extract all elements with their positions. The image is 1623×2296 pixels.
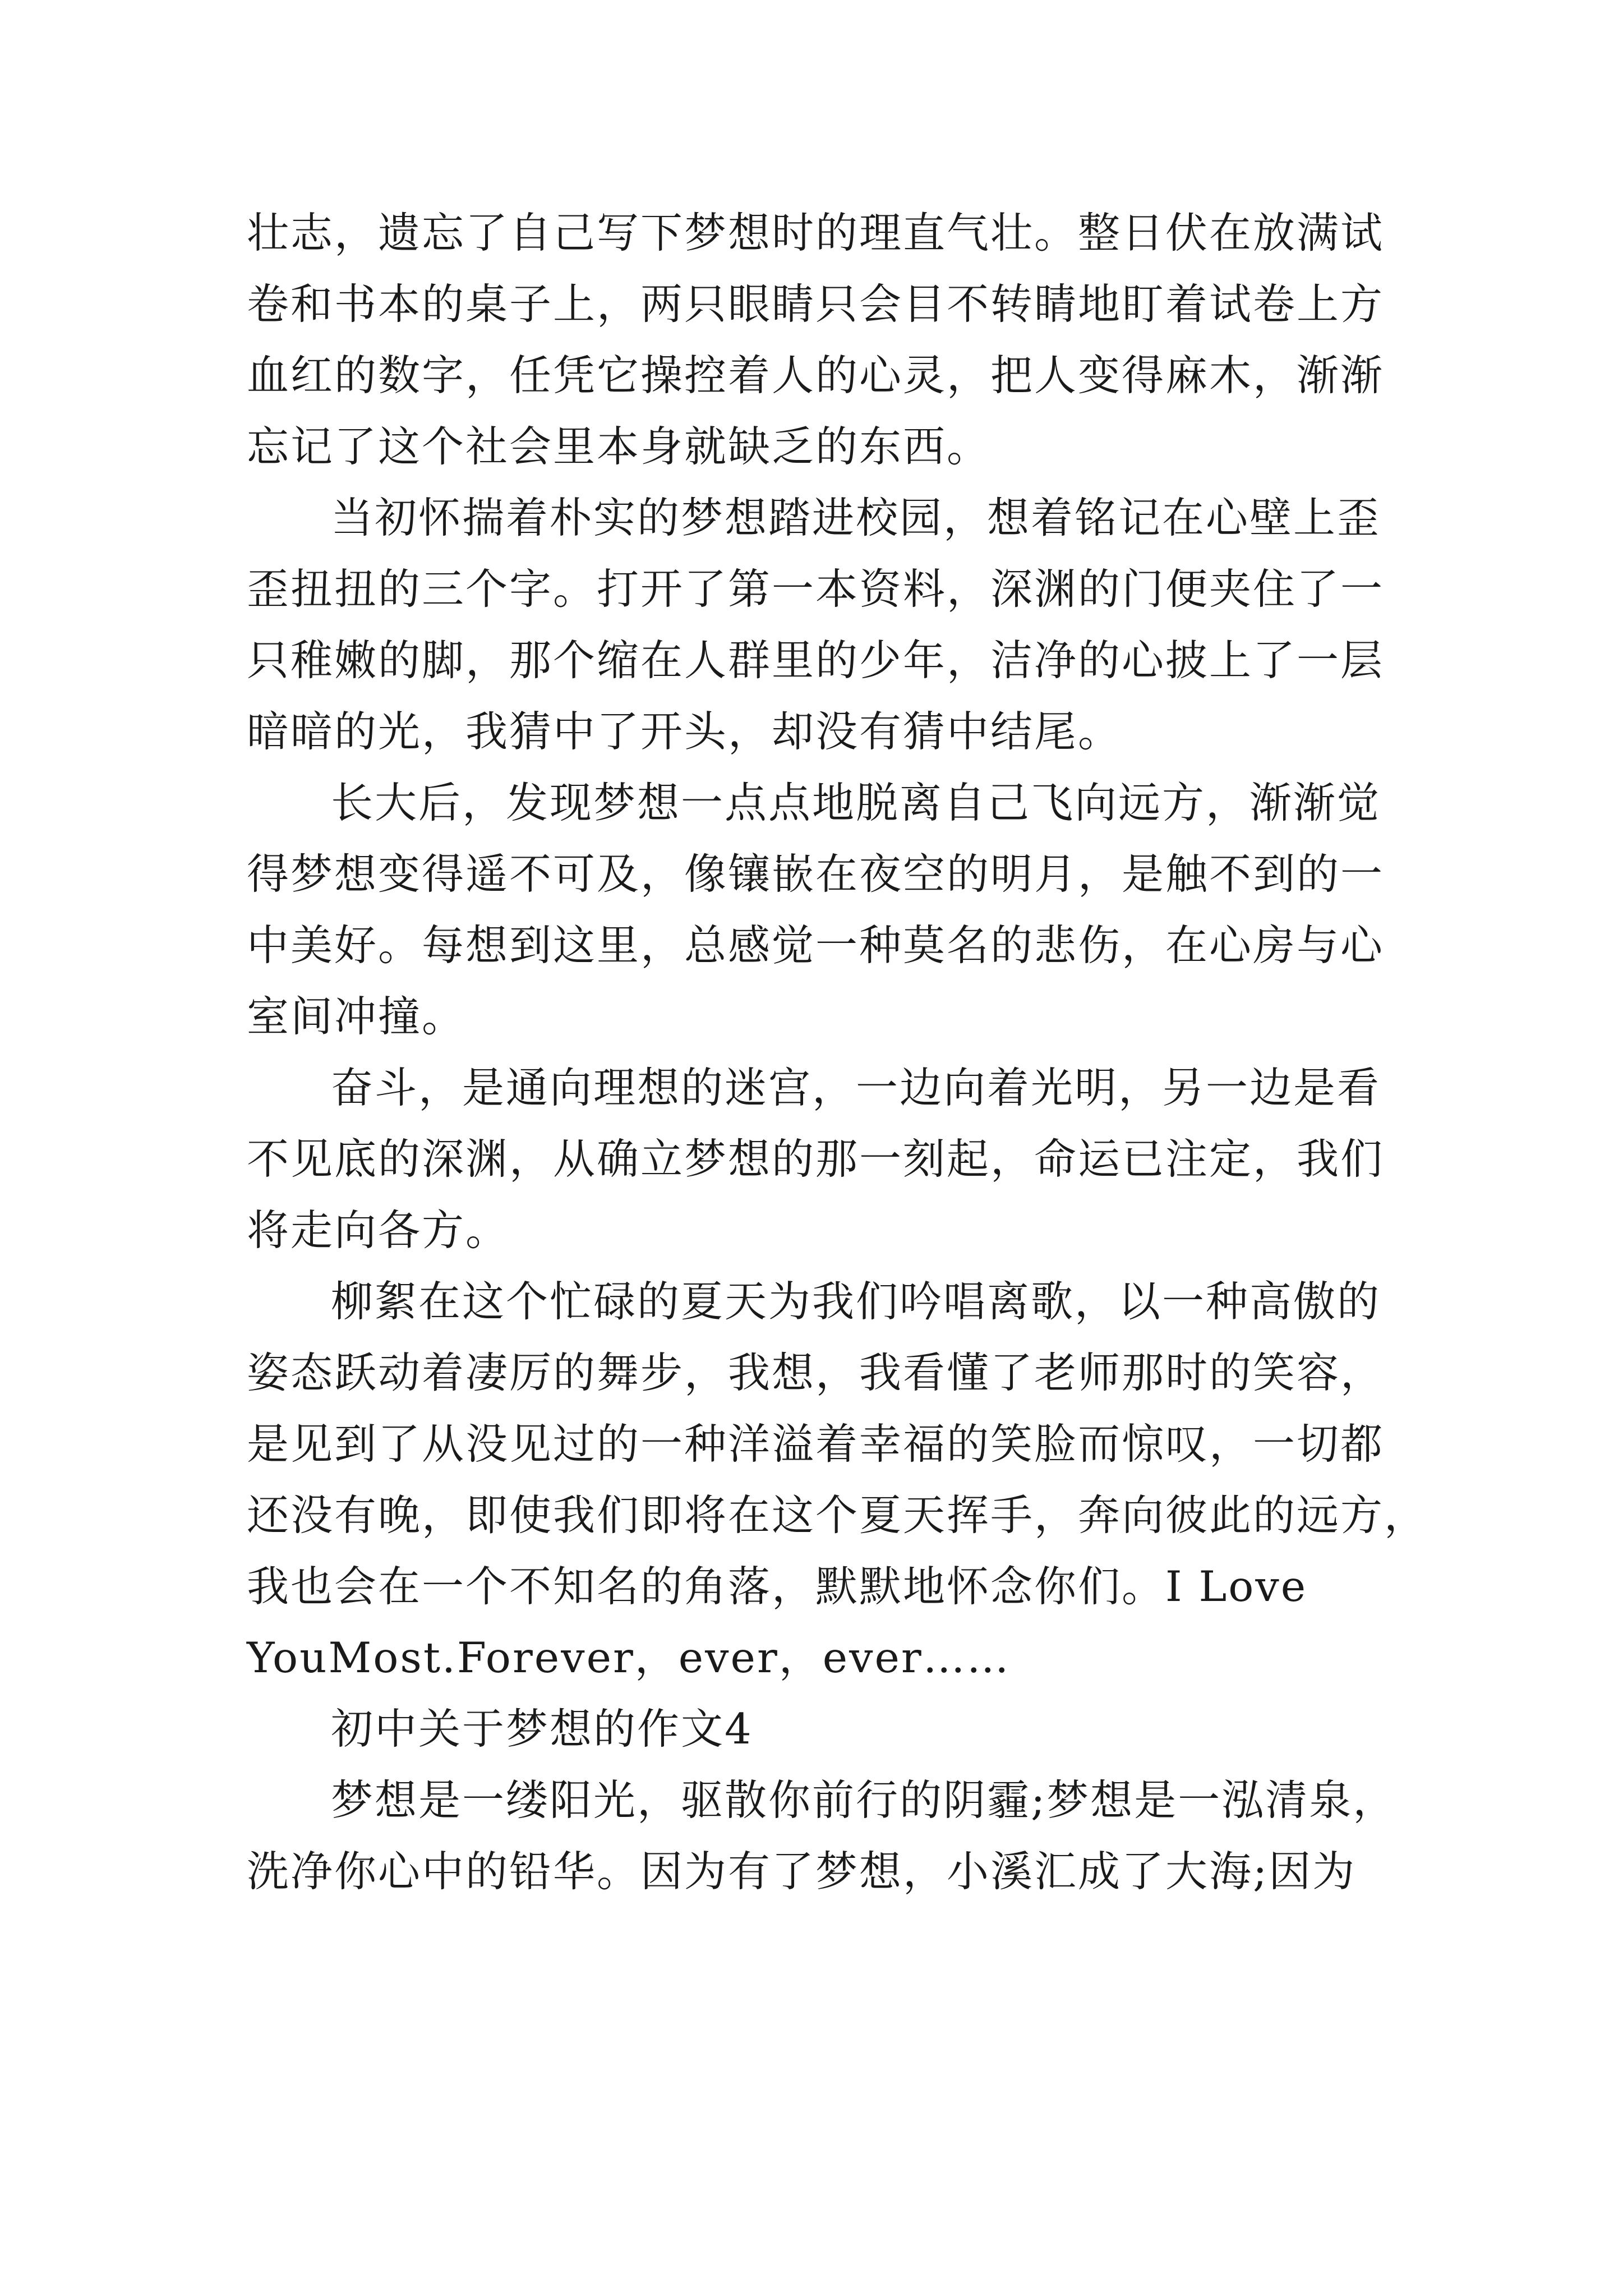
- text-line: 卷和书本的桌子上，两只眼睛只会目不转睛地盯着试卷上方: [247, 279, 1385, 329]
- text-line: 是见到了从没见过的一种洋溢着幸福的笑脸而惊叹，一切都: [247, 1419, 1385, 1469]
- paragraph-first-line: 长大后，发现梦想一点点地脱离自己飞向远方，渐渐觉: [331, 778, 1381, 827]
- section-heading: 初中关于梦想的作文4: [331, 1704, 753, 1754]
- text-line: 室间冲撞。: [247, 992, 466, 1041]
- text-line: 血红的数字，任凭它操控着人的心灵，把人变得麻木，渐渐: [247, 351, 1385, 400]
- text-line: 得梦想变得遥不可及，像镶嵌在夜空的明月，是触不到的一: [247, 849, 1385, 899]
- document-body: [247, 197, 1428, 1907]
- text-line: 不见底的深渊，从确立梦想的那一刻起，命运已注定，我们: [247, 1134, 1385, 1184]
- paragraph-first-line: 奋斗，是通向理想的迷宫，一边向着光明，另一边是看: [331, 1063, 1381, 1112]
- text-line: 洗净你心中的铅华。因为有了梦想，小溪汇成了大海;因为: [247, 1847, 1357, 1896]
- paragraph-first-line: 梦想是一缕阳光，驱散你前行的阴霾;梦想是一泓清泉，: [331, 1775, 1397, 1825]
- text-line: 只稚嫩的脚，那个缩在人群里的少年，洁净的心披上了一层: [247, 636, 1385, 685]
- paragraph-first-line: 当初怀揣着朴实的梦想踏进校园，想着铭记在心壁上歪: [331, 493, 1381, 542]
- text-line: 将走向各方。: [247, 1205, 510, 1255]
- paragraph-first-line: 柳絮在这个忙碌的夏天为我们吟唱离歌，以一种高傲的: [331, 1277, 1381, 1326]
- text-line: 忘记了这个社会里本身就缺乏的东西。: [247, 422, 991, 471]
- text-line: YouMost.Forever，ever，ever……: [247, 1633, 1011, 1682]
- text-line: 歪扭扭的三个字。打开了第一本资料，深渊的门便夹住了一: [247, 564, 1385, 614]
- text-line: 姿态跃动着凄厉的舞步，我想，我看懂了老师那时的笑容，: [247, 1348, 1385, 1397]
- text-line: 中美好。每想到这里，总感觉一种莫名的悲伤，在心房与心: [247, 921, 1385, 970]
- text-line: 还没有晚，即使我们即将在这个夏天挥手，奔向彼此的远方，: [247, 1490, 1428, 1540]
- text-line: 暗暗的光，我猜中了开头，却没有猜中结尾。: [247, 707, 1122, 756]
- text-line: 壮志，遗忘了自己写下梦想时的理直气壮。整日伏在放满试: [247, 208, 1385, 257]
- text-line: 我也会在一个不知名的角落，默默地怀念你们。I Love: [247, 1562, 1308, 1611]
